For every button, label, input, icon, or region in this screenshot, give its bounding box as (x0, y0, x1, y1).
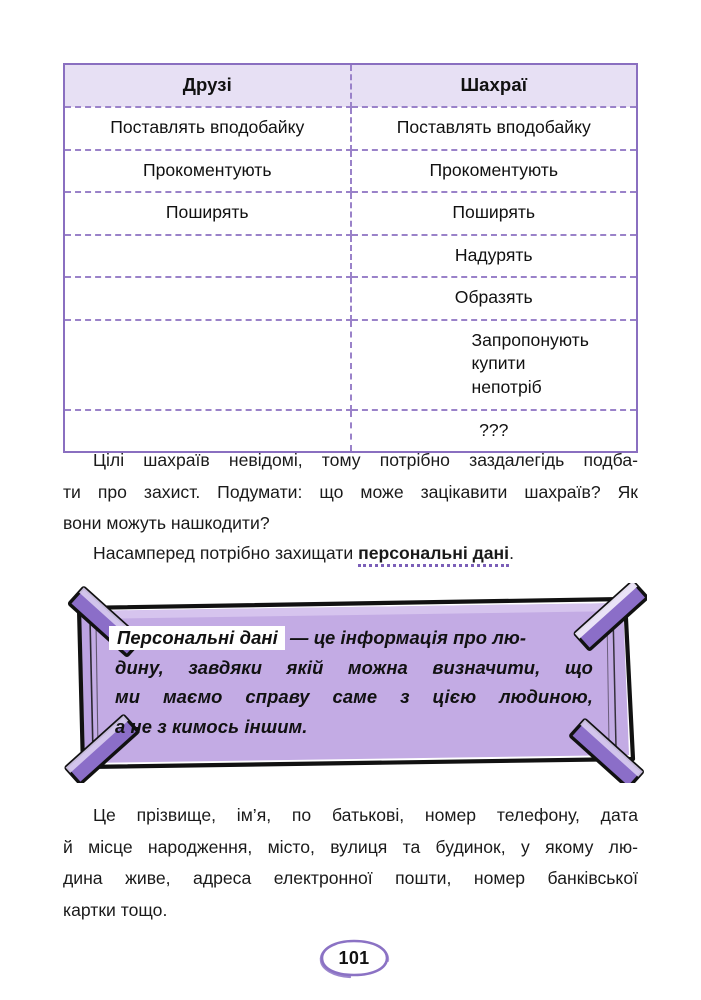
definition-term-ribbon: Персональні дані (109, 626, 285, 650)
paragraph-goals-unknown (63, 445, 638, 540)
table-cell-friends-empty (64, 235, 351, 278)
table-row (64, 320, 637, 410)
paragraph-text-prefix: Насамперед потрібно захищати (93, 543, 359, 563)
table-header-scammers: Шахраї (351, 64, 638, 107)
table-cell-scammers-wrap: Запропонують купити непотріб (351, 320, 638, 410)
paragraph-line: й місце народження, місто, вулиця та будинок, у якому лю- (63, 836, 638, 857)
table-header-row (64, 64, 637, 107)
table-row (64, 277, 637, 320)
table-cell-scammers: Образять (351, 277, 638, 320)
table-cell-scammers-unknown: ??? (479, 419, 509, 440)
definition-callout-box (57, 583, 647, 783)
paragraph-line: ти про захист. Подумати: що може зацікавити шахраїв? Як (63, 481, 638, 502)
definition-line: дину, завдяки якій можна визначити, що (115, 656, 593, 678)
paragraph-line: Це прізвище, ім’я, по батькові, номер телефону, дата (93, 805, 638, 825)
paragraph-line: вони можуть нашкодити? (63, 513, 270, 533)
table-header-friends: Друзі (64, 64, 351, 107)
table-cell-friends-empty (64, 320, 351, 410)
table-row (64, 150, 637, 193)
paragraph-personal-data-examples (63, 800, 638, 926)
table-row (64, 235, 637, 278)
paragraph-line: дина живе, адреса електронної пошти, номер банківської (63, 868, 638, 888)
paragraph-protect-personal-data (63, 538, 638, 570)
table-row (64, 192, 637, 235)
paragraph-line: Цілі шахраїв невідомі, тому потрібно заздалегідь подба- (93, 450, 638, 470)
definition-line: ми маємо справу саме з цією людиною, (115, 686, 593, 707)
definition-text (115, 623, 593, 741)
table-cell-friends-empty (64, 277, 351, 320)
table-row (64, 107, 637, 150)
page-number-value: 101 (338, 947, 370, 968)
table-cell-scammers: Прокоментують (351, 150, 638, 193)
page-number-badge (316, 936, 392, 980)
paragraph-text-suffix: . (509, 543, 514, 563)
table-cell-scammers: Надурять (351, 235, 638, 278)
table-cell-friends: Поставлять вподобайку (64, 107, 351, 150)
table-cell-friends: Прокоментують (64, 150, 351, 193)
definition-line (115, 623, 593, 653)
table-cell-scammers: Поставлять вподобайку (351, 107, 638, 150)
paragraph-line: картки тощо. (63, 899, 168, 920)
term-personal-data: персональні дані (358, 543, 509, 567)
table-cell-scammers: Поширять (351, 192, 638, 235)
definition-line: а не з кимось іншим. (115, 715, 308, 737)
table-cell-friends: Поширять (64, 192, 351, 235)
comparison-table (63, 63, 638, 453)
definition-line-rest: — це інформація про лю- (290, 627, 527, 648)
